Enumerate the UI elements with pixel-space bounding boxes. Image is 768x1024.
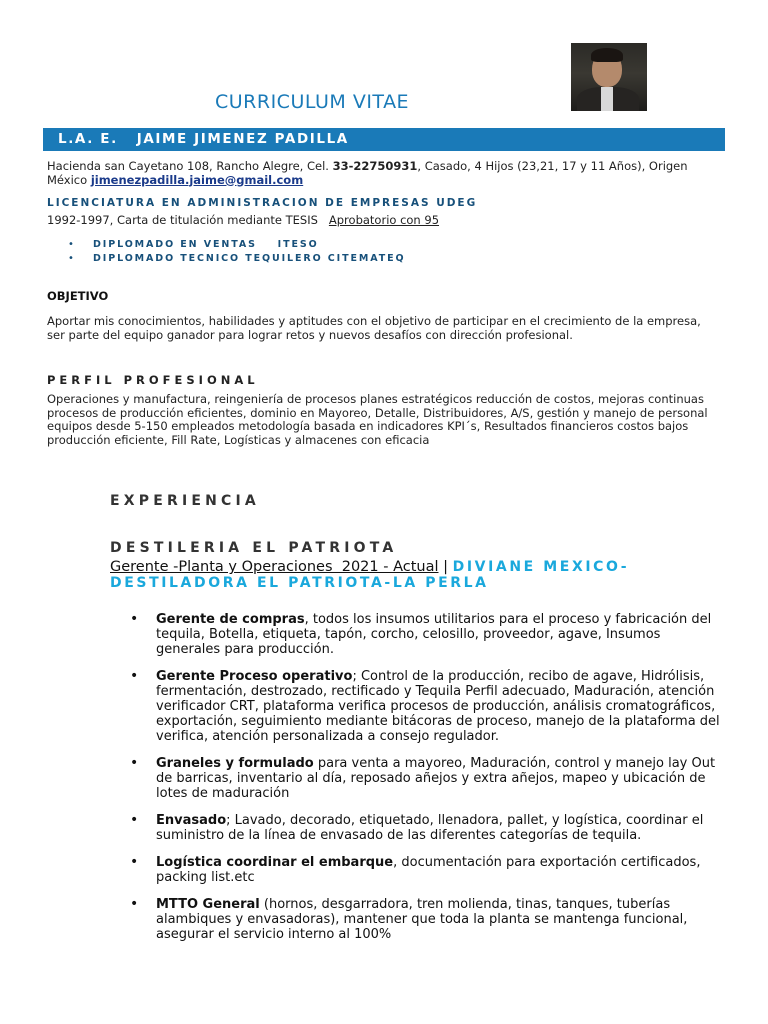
phone-number: 33-22750931 [332,159,418,173]
profile-line-2: procesos de producción eficientes, dominio en Mayoreo, Detalle, Distribuidores, A/S, gestión y manejo de personal [47,405,708,420]
email-link[interactable]: jimenezpadilla.jaime@gmail.com [90,172,304,187]
list-item [130,897,720,942]
list-item [68,251,405,265]
objective-heading: OBJETIVO [47,289,109,303]
role-separator: | [438,559,453,575]
bullet-icon: • [68,238,74,250]
bullet-icon: • [130,611,139,627]
company-name-line-1: DIVIANE MEXICO- [452,559,630,575]
experience-item-envasado: Envasado; Lavado, decorado, etiquetado, llenadora, pallet, y logística, coordinar el suministro de la línea de envasado de las diferentes categorías de tequila. [156,813,704,843]
bullet-icon: • [130,755,139,771]
list-item [130,669,720,744]
education-years: 1992-1997, Carta de titulación mediante TESIS [47,213,329,227]
bullet-icon: • [130,896,139,912]
experience-item-proceso: Gerente Proceso operativo; Control de la producción, recibo de agave, Hidrólisis, fermentación, destrozado, rectificado y Tequila Perfil adecuado, Maduración, atención verificador CRT, plataforma verifica procesos de producción, análisis cromatográficos, exportación, seguimiento mediante bitácoras de proceso, manejo de la plataforma del verifica, atención personalizada a consejo regulador. [156,669,720,744]
contact-info [47,160,727,187]
experience-item-mtto: MTTO General (hornos, desgarradora, tren molienda, tinas, tanques, tuberías alambiques y envasadoras), mantener que toda la planta se mantenga funcional, asegurar el servicio interno al 100% [156,897,688,942]
name-banner [43,128,725,151]
bullet-icon: • [130,854,139,870]
list-item [130,612,720,657]
company-name-line-2: DESTILADORA EL PATRIOTA-LA PERLA [110,575,489,591]
candidate-name: L.A. E. JAIME JIMENEZ PADILLA [58,131,349,147]
diploma-list [68,237,405,265]
profile-heading: PERFIL PROFESIONAL [47,373,259,387]
bullet-icon: • [130,812,139,828]
document-title: CURRICULUM VITAE [215,91,410,113]
experience-list [130,612,720,954]
experience-item-compras: Gerente de compras, todos los insumos utilitarios para el proceso y fabricación del tequila, Botella, etiqueta, tapón, corcho, celosillo, proveedor, agave, Insumos generales para producción. [156,612,712,657]
diploma-tequilero: DIPLOMADO TECNICO TEQUILERO CITEMATEQ [93,252,406,264]
role-line [110,559,720,591]
experience-item-graneles: Graneles y formulado para venta a mayoreo, Maduración, control y manejo lay Out de barricas, inventario al día, reposado añejos y extra añejos, mapeo y ubicación de lotes de maduración [156,756,716,801]
experience-heading: EXPERIENCIA [110,493,260,509]
experience-item-logistica: Logística coordinar el embarque, documentación para exportación certificados, packing list.etc [156,855,701,885]
education-detail [47,214,727,228]
objective-text [47,315,727,342]
company-heading: DESTILERIA EL PATRIOTA [110,540,398,556]
profile-text [47,393,727,447]
profile-line-1: Operaciones y manufactura, reingeniería de procesos planes estratégicos reducción de costos, mejoras continuas [47,392,704,406]
bullet-icon: • [68,252,74,264]
profile-line-3: equipos desde 5-150 empleados metodología basada en indicadores KPI´s, Resultados financieros costos bajos [47,419,689,433]
profile-line-4: producción eficiente, Fill Rate, Logísticas y almacenes con eficacia [47,432,430,447]
objective-line-2: ser parte del equipo ganador para lograr retos y nuevos desafíos con dirección profesional. [47,327,573,342]
list-item [130,855,720,885]
education-grade: Aprobatorio con 95 [328,213,440,227]
address-prefix: Hacienda san Cayetano 108, Rancho Alegre, Cel. [47,159,333,173]
profile-photo [571,43,647,111]
objective-line-1: Aportar mis conocimientos, habilidades y aptitudes con el objetivo de participar en el crecimiento de la empresa, [47,314,701,328]
list-item [68,237,405,251]
bullet-icon: • [130,668,139,684]
address-suffix: , Casado, 4 Hijos (23,21, 17 y 11 Años), Origen [417,159,688,173]
list-item [130,813,720,843]
role-title: Gerente -Planta y Operaciones 2021 - Actual [110,559,439,575]
origin-line: México [47,172,91,187]
list-item [130,756,720,801]
education-heading: LICENCIATURA EN ADMINISTRACION DE EMPRESAS UDEG [47,197,478,209]
diploma-ventas: DIPLOMADO EN VENTAS ITESO [93,238,319,250]
